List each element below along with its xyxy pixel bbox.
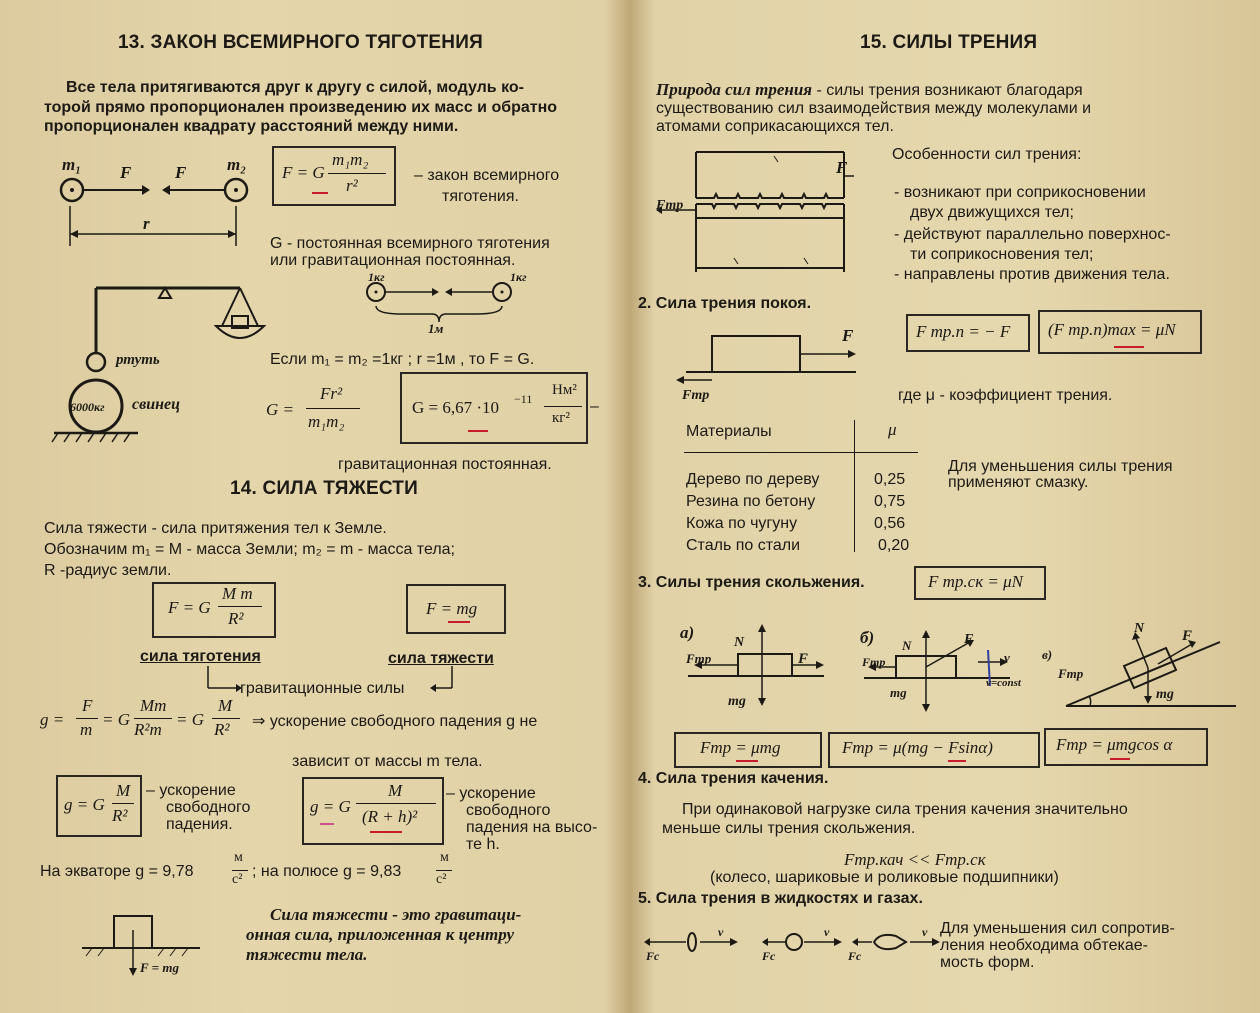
friction-formula-b: Fтр = μ(mg − Fsinα) <box>828 732 1040 768</box>
pole-value: ; на полюсе g = 9,83 <box>252 863 402 880</box>
feature-3: - направлены против движения тела. <box>894 266 1170 283</box>
red-underline <box>736 760 758 762</box>
friction-surfaces-diagram <box>654 142 854 282</box>
gravity-force-label: сила тяготения <box>140 648 261 665</box>
fluid-text-3: мость форм. <box>940 954 1035 971</box>
friction-formula-c: Fтр = μmgcos α <box>1044 728 1208 766</box>
nature-line2: существованию сил взаимодействия между молекулами и <box>656 100 1092 117</box>
law-text-line1: Все тела притягиваются друг к другу с силой, модуль ко- <box>66 79 524 96</box>
table-cell-mu: 0,56 <box>874 515 906 532</box>
fmg-label: F = mg <box>140 960 179 975</box>
lead-label: свинец <box>132 396 181 413</box>
table-cell-mu: 0,25 <box>874 471 906 488</box>
m2-label: m₂ <box>227 155 247 174</box>
g-value-box: G = 6,67 ·10 −11 Нм² кг² <box>400 372 588 444</box>
kg-label-1: 1кг <box>368 270 385 284</box>
table-header-mu: μ <box>888 420 897 439</box>
mercury-label: ртуть <box>116 352 160 368</box>
force-ftr-label: Fтр <box>656 198 684 213</box>
g-independence-line1: ⇒ ускорение свободного падения g не <box>252 713 538 730</box>
lubrication-line1: Для уменьшения силы трения <box>948 458 1173 475</box>
law-text-line2: торой прямо пропорционален произведению их масс и обратно <box>44 99 558 116</box>
fluid-shapes-diagram <box>644 918 944 978</box>
red-underline <box>448 621 470 623</box>
sliding-diagram-a <box>678 620 828 720</box>
kg-label-2: 1кг <box>510 270 527 284</box>
pink-underline <box>320 823 334 825</box>
static-ftr-label: Fтр <box>682 388 710 403</box>
features-title: Особенности сил трения: <box>892 146 1082 163</box>
g2-caption-2: свободного <box>466 802 551 819</box>
g2-caption-1: – ускорение <box>446 785 536 802</box>
gravity-def-line3: R -радиус земли. <box>44 562 172 579</box>
section-15-title: 15. СИЛЫ ТРЕНИЯ <box>860 32 1038 53</box>
gravity-def-line1: Сила тяжести - сила притяжения тел к Земле. <box>44 520 387 537</box>
nature-line3: атомами соприкасающихся тел. <box>656 118 894 135</box>
gravity-italic-1: Сила тяжести - это гравитаци- <box>270 905 522 924</box>
mass-6000-label: 6000кг <box>70 400 105 414</box>
friction-formula-a: Fтр = μmg <box>674 732 822 768</box>
g-constant-line1: G - постоянная всемирного тяготения <box>270 235 550 252</box>
red-underline <box>312 192 328 194</box>
rolling-examples: (колесо, шариковые и роликовые подшипники) <box>710 869 1059 886</box>
weight-force-label: сила тяжести <box>388 650 494 667</box>
law-text-line3: пропорционален квадрату расстояний между ними. <box>44 118 459 135</box>
g-expression-den: m₁m₂ <box>308 412 345 431</box>
rolling-text-1: При одинаковой нагрузке сила трения качения значительно <box>682 801 1128 818</box>
rolling-friction-heading: 4. Сила трения качения. <box>638 770 829 787</box>
red-underline <box>468 430 488 432</box>
if-equal-masses-text: Если m₁ = m₂ =1кг ; r =1м , то F = G. <box>270 351 535 368</box>
law-caption-1: – закон всемирного <box>414 167 560 184</box>
rolling-text-2: меньше силы трения скольжения. <box>662 820 916 837</box>
force-label-left: F <box>120 163 132 182</box>
static-friction-formula-2: (F тр.п)max = μN <box>1038 310 1202 354</box>
diagram-c-label: в) <box>1042 647 1053 662</box>
g2-caption-4: те h. <box>466 836 500 853</box>
static-force-f-label: F <box>842 326 854 345</box>
gravitation-law-box: F = G m₁m₂ r² <box>272 146 396 206</box>
table-cell-material: Резина по бетону <box>686 493 816 510</box>
right-page: 15. СИЛЫ ТРЕНИЯ Природа сил трения - силы трения возникают благодаря существованию сил взаимодействия между молекулами и атомами соприкасающихся тел. F Fтр Особенности сил трения: - возникают при соприкосновении двух движущихся тел; - действуют параллельно поверхнос- ти соприкосновения тел; - направлены против движения тела. 2. Сила трения покоя. F Fтр F тр.п = − F (F тр.п)max = μN где μ - коэффициент трения. Материалы μ Дерево по дереву 0,25 Резина по бетону 0,75 Кожа по чугуну 0,56 Сталь по стали 0,20 Для уменьшения силы трения применяют смазку. 3. Силы трения скольжения. F тр.ск = μN а) N F Fтр mg б) N F Fтр v v=const mg в) N F Fтр mg Fтр = μmg Fтр = μ(mg − Fsinα) Fтр = μmgcos α 4. Сила трения качения. При одинаковой нагрузке сила трения качения значительно меньше силы трения скольжения. Fтр.кач << Fтр.ск (колесо, шариковые и роликовые подшипники) 5. Сила трения в жидкостях и газах. Fс v Fс v Fс v Для уменьшения сил сопротив- ления необходима обтекае- мость форм. <box>630 0 1260 1013</box>
red-underline <box>948 760 966 762</box>
fluid-text-2: ления необходима обтекае- <box>940 937 1148 954</box>
gravity-def-line2: Обозначим m₁ = M - масса Земли; m₂ = m - масса тела; <box>44 541 455 558</box>
g1-caption-3: падения. <box>166 816 233 833</box>
feature-2b: ти соприкосновения тел; <box>910 246 1094 263</box>
feature-1b: двух движущихся тел; <box>910 204 1074 221</box>
g2-caption-3: падения на высо- <box>466 819 598 836</box>
g1-caption-1: – ускорение <box>146 782 236 799</box>
g-constant-line2: или гравитационная постоянная. <box>270 252 516 269</box>
red-underline <box>1114 346 1144 348</box>
left-page: 13. ЗАКОН ВСЕМИРНОГО ТЯГОТЕНИЯ Все тела притягиваются друг к другу с силой, модуль ко- торой прямо пропорционален произведению их масс и обратно пропорционален квадрату расстояний между ними. m₁ m₂ F F r F = G m₁m₂ r² – закон всемирного тяготения. G - постоянная всемирного тяготения или гравитационная постоянная. 1кг 1кг 1м ртуть 6000кг свинец Если m₁ = m₂ =1кг ; r =1м , то F = G. G = Fr² m₁m₂ G = 6,67 ·10 −11 Нм² кг² – гравитационная постоянная. 14. СИЛА ТЯЖЕСТИ Сила тяжести - сила притяжения тел к Земле. Обозначим m₁ = M - масса Земли; m₂ = m - масса тела; R -радиус земли. F = G M m R² F = mg сила тяготения сила тяжести гравитационные силы g = F m = G Mm R²m = G M R² ⇒ ускорение свободного падения g не зависит от массы m тела. g = G M R² – ускорение свободного падения. g = G M (R + h)² – ускорение свободного падения на высо- те h. На экваторе g = 9,78 м с² ; на полюсе g = 9,83 м с² F = mg Сила тяжести - это гравитаци- онная сила, приложенная к центру тяжести тела. <box>0 0 630 1013</box>
feature-2a: - действуют параллельно поверхнос- <box>894 226 1171 243</box>
distance-label: r <box>143 214 150 233</box>
force-f-label: F <box>836 158 848 177</box>
mu-description: где μ - коэффициент трения. <box>898 387 1113 404</box>
table-header-materials: Материалы <box>686 423 772 440</box>
g-independence-line2: зависит от массы m тела. <box>292 753 483 770</box>
rolling-comparison: Fтр.кач << Fтр.ск <box>844 850 986 869</box>
g-expression-num: Fr² <box>320 384 343 403</box>
sliding-friction-formula: F тр.ск = μN <box>914 566 1046 600</box>
g-expression-left: G = <box>266 400 294 419</box>
grav-forces-label: гравитационные силы <box>240 680 405 697</box>
law-caption-2: тяготения. <box>442 188 519 205</box>
feature-1a: - возникают при соприкосновении <box>894 184 1146 201</box>
gravity-italic-3: тяжести тела. <box>246 945 368 964</box>
friction-coefficients-table <box>678 412 918 554</box>
gravitation-force-box: F = G M m R² <box>152 582 276 638</box>
table-cell-mu: 0,20 <box>878 537 910 554</box>
diagram-b-label: б) <box>860 628 875 647</box>
fluid-friction-heading: 5. Сила трения в жидкостях и газах. <box>638 890 923 907</box>
table-cell-material: Дерево по дереву <box>686 471 820 488</box>
sliding-friction-heading: 3. Силы трения скольжения. <box>638 574 865 591</box>
g1-caption-2: свободного <box>166 799 251 816</box>
g-height-box: g = G M (R + h)² <box>302 777 444 845</box>
red-underline <box>1110 758 1130 760</box>
section-14-title: 14. СИЛА ТЯЖЕСТИ <box>230 478 418 499</box>
g-derivation: g = F m = G Mm R²m = G M R² <box>40 696 280 746</box>
lubrication-line2: применяют смазку. <box>948 474 1089 491</box>
g-surface-box: g = G M R² <box>56 775 142 837</box>
cavendish-experiment-diagram <box>50 276 280 446</box>
one-meter-label: 1м <box>428 321 444 336</box>
red-underline <box>370 831 402 833</box>
section-13-title: 13. ЗАКОН ВСЕМИРНОГО ТЯГОТЕНИЯ <box>118 32 483 53</box>
table-cell-mu: 0,75 <box>874 493 906 510</box>
diagram-a-label: а) <box>680 623 695 642</box>
nature-line1: Природа сил трения - силы трения возникают благодаря <box>656 80 1083 99</box>
gravity-italic-2: онная сила, приложенная к центру <box>246 925 515 944</box>
equator-value: На экваторе g = 9,78 <box>40 863 194 880</box>
table-cell-material: Кожа по чугуну <box>686 515 798 532</box>
table-cell-material: Сталь по стали <box>686 537 801 554</box>
fluid-text-1: Для уменьшения сил сопротив- <box>940 920 1175 937</box>
static-friction-formula-1: F тр.п = − F <box>906 314 1030 352</box>
m1-label: m₁ <box>62 155 82 174</box>
weight-force-box: F = mg <box>406 584 506 634</box>
force-label-right: F <box>175 163 187 182</box>
gravitational-constant-caption: гравитационная постоянная. <box>338 456 552 473</box>
static-friction-heading: 2. Сила трения покоя. <box>638 295 812 312</box>
